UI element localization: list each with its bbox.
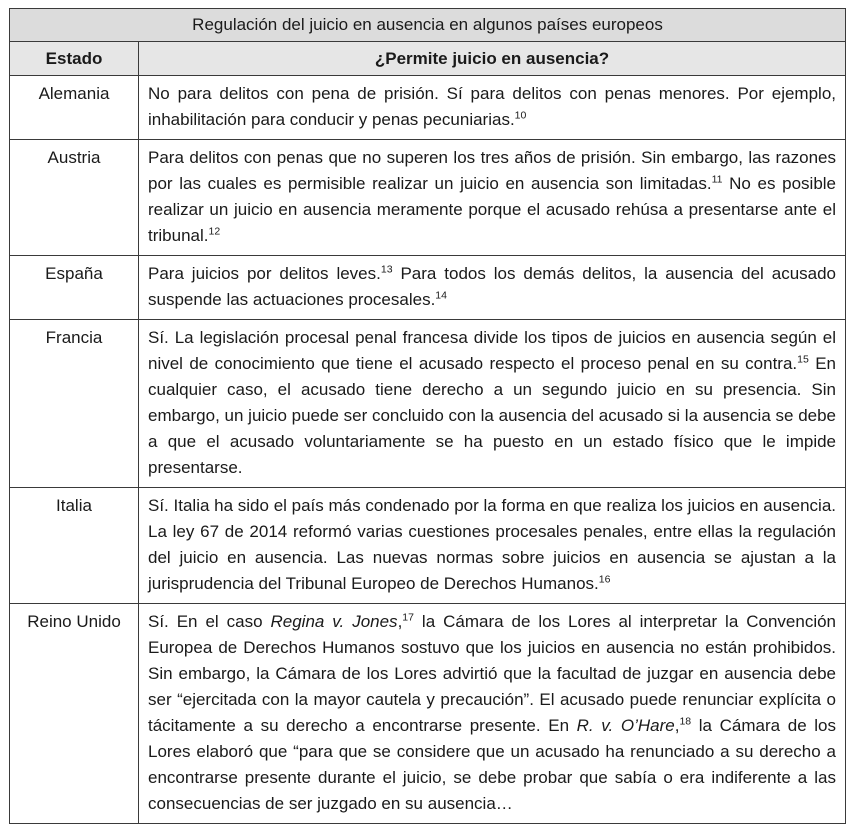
regulation-table <box>9 8 846 824</box>
description-cell <box>139 320 846 488</box>
footnote-ref: 13 <box>380 263 393 276</box>
state-cell: Reino Unido <box>10 604 139 824</box>
table-row <box>10 256 846 320</box>
text-segment: En cualquier caso, el acusado tiene derecho a un segundo juicio en su presencia. Sin embargo, un juicio puede ser concluido con la ausencia del acusado si la ausencia se debe a que el acusado voluntariamente se ha puesto en un estado físico que le impide presentarse. <box>148 354 837 477</box>
state-cell: España <box>10 256 139 320</box>
footnote-ref: 14 <box>435 289 447 302</box>
text-segment: Sí. La legislación procesal penal francesa divide los tipos de juicios en ausencia según el nivel de conocimiento que tiene el acusado respecto el proceso penal en su contra. <box>148 328 837 373</box>
table-row <box>10 320 846 488</box>
text-segment: la Cámara de los Lores al interpretar la Convención Europea de Derechos Humanos sostuvo que los juicios en ausencia no están prohibidos. Sin embargo, la Cámara de los Lores advirtió que la facultad de juzgar en ausencia debe ser “ejercitada con la mayor cautela y precaución”. El acusado puede renunciar explícita o tácitamente a su derecho a encontrarse presente. En <box>148 612 837 735</box>
table-row <box>10 76 846 140</box>
text-segment: Para juicios por delitos leves. <box>148 264 381 283</box>
description-cell <box>139 140 846 256</box>
case-name: Regina v. Jones <box>270 612 398 631</box>
footnote-ref: 12 <box>208 225 221 238</box>
footnote-ref: 15 <box>797 353 809 366</box>
footnote-ref: 18 <box>679 715 692 728</box>
case-name: R. v. O’Hare <box>576 716 675 735</box>
description-cell <box>139 604 846 824</box>
table-row <box>10 140 846 256</box>
state-cell: Austria <box>10 140 139 256</box>
description-cell <box>139 488 846 604</box>
state-cell: Italia <box>10 488 139 604</box>
text-segment: Para delitos con penas que no superen los tres años de prisión. Sin embargo, las razones por las cuales es permisible realizar un juicio en ausencia son limitadas. <box>148 148 837 193</box>
column-header-state: Estado <box>10 42 139 76</box>
column-header-allows: ¿Permite juicio en ausencia? <box>139 42 846 76</box>
text-segment: Sí. En el caso <box>148 612 271 631</box>
text-segment: , <box>397 612 403 631</box>
footnote-ref: 10 <box>514 109 527 122</box>
description-cell <box>139 76 846 140</box>
text-segment: No para delitos con pena de prisión. Sí para delitos con penas menores. Por ejemplo, inhabilitación para conducir y penas pecuniarias. <box>148 84 837 129</box>
text-segment: No es posible realizar un juicio en ausencia meramente porque el acusado rehúsa a presentarse ante el tribunal. <box>148 174 837 245</box>
table-row <box>10 488 846 604</box>
text-segment: la Cámara de los Lores elaboró que “para que se considere que un acusado ha renunciado a su derecho a encontrarse presente durante el juicio, se debe probar que sabía o era indiferente a las consecuencias de ser juzgado en su ausencia… <box>148 716 837 813</box>
state-cell: Francia <box>10 320 139 488</box>
text-segment: Para todos los demás delitos, la ausencia del acusado suspende las actuaciones procesales. <box>148 264 837 309</box>
state-cell: Alemania <box>10 76 139 140</box>
footnote-ref: 17 <box>402 611 414 624</box>
table-row <box>10 604 846 824</box>
footnote-ref: 11 <box>711 173 723 186</box>
table-title: Regulación del juicio en ausencia en algunos países europeos <box>10 9 846 42</box>
table-body <box>10 76 846 824</box>
description-cell <box>139 256 846 320</box>
footnote-ref: 16 <box>598 573 611 586</box>
text-segment: , <box>674 716 680 735</box>
text-segment: Sí. Italia ha sido el país más condenado por la forma en que realiza los juicios en ausencia. La ley 67 de 2014 reformó varias cuestiones procesales penales, entre ellas la regulación del juicio en ausencia. Las nuevas normas sobre juicios en ausencia se ajustan a la jurisprudencia del Tribunal Europeo de Derechos Humanos. <box>148 496 837 593</box>
